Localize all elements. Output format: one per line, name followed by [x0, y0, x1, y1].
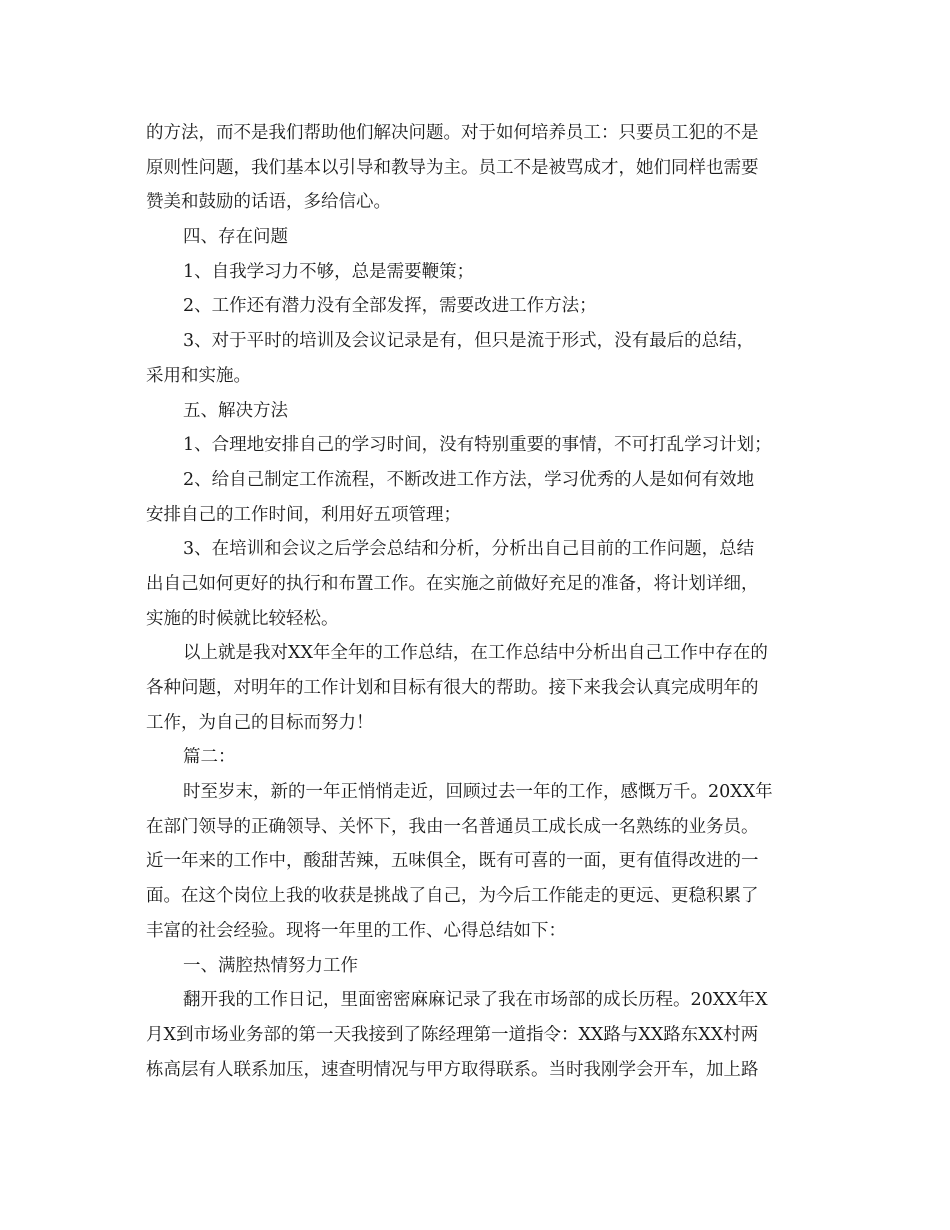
list-item: 3、对于平时的培训及会议记录是有，但只是流于形式，没有最后的总结， [183, 331, 755, 352]
text-line: 工作，为自己的目标而努力！ [146, 712, 374, 733]
text-line: 安排自己的工作时间，利用好五项管理； [146, 504, 461, 525]
section-heading: 五、解决方法 [183, 400, 288, 421]
text-line: 赞美和鼓励的话语，多给信心。 [146, 192, 391, 213]
list-item: 2、工作还有潜力没有全部发挥，需要改进工作方法； [183, 296, 597, 317]
text-line: 近一年来的工作中，酸甜苦辣，五味俱全，既有可喜的一面，更有值得改进的一 [146, 851, 759, 872]
text-line: 月X到市场业务部的第一天我接到了陈经理第一道指令：XX路与XX路东XX村两 [146, 1024, 759, 1045]
text-line: 的方法，而不是我们帮助他们解决问题。对于如何培养员工：只要员工犯的不是 [146, 123, 759, 143]
paragraph-start: 翻开我的工作日记，里面密密麻麻记录了我在市场部的成长历程。20XX年X [183, 990, 768, 1011]
section-heading: 四、存在问题 [183, 227, 288, 248]
section-heading: 篇二： [183, 747, 236, 768]
list-item: 3、在培训和会议之后学会总结和分析，分析出自己目前的工作问题，总结 [183, 539, 755, 560]
text-line: 采用和实施。 [146, 365, 251, 386]
document-page [146, 116, 806, 1087]
text-line: 原则性问题，我们基本以引导和教导为主。员工不是被骂成才，她们同样也需要 [146, 157, 759, 178]
text-line: 出自己如何更好的执行和布置工作。在实施之前做好充足的准备，将计划详细， [146, 573, 759, 594]
list-item: 1、合理地安排自己的学习时间，没有特别重要的事情，不可打乱学习计划； [183, 435, 772, 456]
text-line: 栋高层有人联系加压，速查明情况与甲方取得联系。当时我刚学会开车，加上路 [146, 1059, 759, 1080]
paragraph-start: 以上就是我对XX年全年的工作总结，在工作总结中分析出自己工作中存在的 [183, 643, 768, 664]
text-line: 在部门领导的正确领导、关怀下，我由一名普通员工成长成一名熟练的业务员。 [146, 816, 759, 837]
paragraph-start: 时至岁末，新的一年正悄悄走近，回顾过去一年的工作，感慨万千。20XX年 [183, 782, 773, 803]
list-item: 2、给自己制定工作流程，不断改进工作方法，学习优秀的人是如何有效地 [183, 469, 755, 490]
text-line: 面。在这个岗位上我的收获是挑战了自己，为今后工作能走的更远、更稳积累了 [146, 886, 759, 907]
section-heading: 一、满腔热情努力工作 [183, 955, 358, 976]
text-line: 各种问题，对明年的工作计划和目标有很大的帮助。接下来我会认真完成明年的 [146, 678, 759, 698]
text-line: 丰富的社会经验。现将一年里的工作、心得总结如下： [146, 920, 566, 941]
list-item: 1、自我学习力不够，总是需要鞭策； [183, 261, 475, 282]
text-line: 实施的时候就比较轻松。 [146, 608, 339, 629]
